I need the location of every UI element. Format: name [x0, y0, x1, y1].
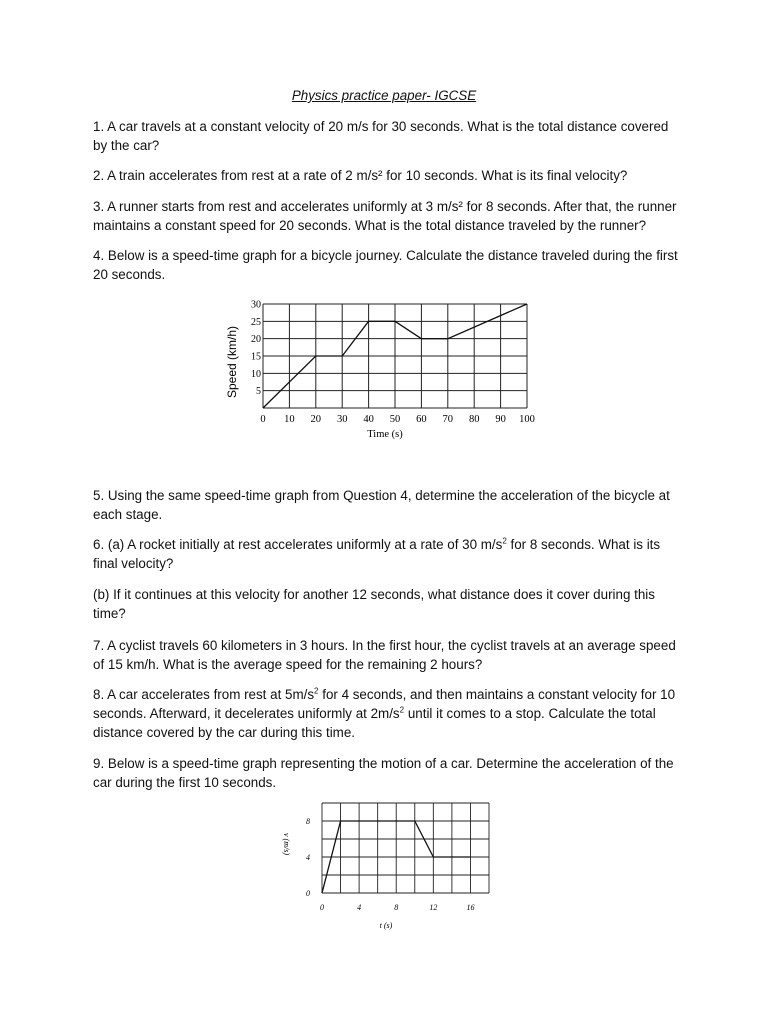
- question-6a: [93, 535, 678, 573]
- y-tick-label: 4: [306, 853, 310, 862]
- question-9: 9. Below is a speed-time graph representing the motion of a car. Determine the acceleration of the car during the first 10 seconds.: [93, 756, 674, 791]
- x-axis-label: t (s): [379, 921, 393, 930]
- x-tick-label: 8: [394, 903, 399, 912]
- x-tick-label: 30: [336, 414, 348, 425]
- x-tick-label: 16: [466, 903, 475, 912]
- x-axis-label: Time (s): [367, 429, 403, 440]
- y-tick-label: 30: [251, 300, 261, 311]
- question-8-text-c: until it comes to a stop. Calculate the total distance covered by the car during this time.: [93, 706, 656, 741]
- x-tick-label: 100: [519, 414, 535, 425]
- question-2: 2. A train accelerates from rest at a rate of 2 m/s² for 10 seconds. What is its final velocity?: [93, 168, 628, 183]
- question-4: 4. Below is a speed-time graph for a bicycle journey. Calculate the distance traveled during the first 20 seconds.: [93, 248, 678, 283]
- y-tick-label: 8: [306, 817, 310, 826]
- superscript-2: 2: [314, 686, 319, 696]
- question-8-text-b: for 4 seconds, and then maintains a constant velocity for 10 seconds. Afterward, it decelerates uniformly at 2m/s: [93, 687, 676, 722]
- x-tick-label: 60: [416, 414, 427, 425]
- y-tick-label: 10: [251, 368, 261, 380]
- question-3: 3. A runner starts from rest and accelerates uniformly at 3 m/s² for 8 seconds. After that, the runner maintains a constant speed for 20 seconds. What is the total distance traveled by the runner?: [93, 199, 677, 234]
- bicycle-speed-time-graph: [220, 300, 550, 450]
- question-6b: (b) If it continues at this velocity for another 12 seconds, what distance does it cover during this time?: [93, 587, 655, 622]
- question-7: 7. A cyclist travels 60 kilometers in 3 hours. In the first hour, the cyclist travels at an average speed of 15 km/h. What is the average speed for the remaining 2 hours?: [93, 638, 676, 673]
- superscript-2: 2: [399, 705, 405, 715]
- x-tick-label: 0: [260, 414, 266, 425]
- question-6a-text: 6. (a) A rocket initially at rest accelerates uniformly at a rate of 30 m/s: [93, 537, 503, 552]
- x-tick-label: 90: [495, 414, 506, 425]
- x-tick-label: 70: [442, 414, 454, 425]
- question-1: 1. A car travels at a constant velocity of 20 m/s for 30 seconds. What is the total distance covered by the car?: [93, 119, 669, 154]
- y-tick-label: 15: [251, 351, 261, 363]
- x-tick-label: 0: [320, 903, 324, 912]
- x-tick-label: 4: [357, 903, 362, 912]
- car-speed-time-graph: [270, 800, 500, 935]
- x-tick-label: 50: [389, 414, 401, 425]
- y-tick-label: 25: [251, 316, 261, 328]
- y-tick-label: 5: [256, 386, 261, 398]
- y-tick-label: 20: [251, 334, 261, 346]
- page-title: Physics practice paper- IGCSE: [291, 88, 477, 103]
- x-tick-label: 40: [363, 414, 374, 425]
- x-tick-label: 80: [468, 414, 480, 425]
- x-tick-label: 12: [429, 903, 438, 912]
- x-tick-label: 10: [284, 414, 295, 425]
- superscript-2: 2: [502, 536, 507, 546]
- x-tick-label: 20: [310, 414, 322, 425]
- question-5: 5. Using the same speed-time graph from Question 4, determine the acceleration of the bicycle at each stage.: [93, 488, 670, 523]
- question-8: [93, 685, 678, 743]
- question-8-text-a: 8. A car accelerates from rest at 5m/s: [93, 687, 315, 702]
- question-6a-text-end: for 8 seconds. What is its final velocity?: [93, 537, 661, 572]
- y-tick-label: 0: [306, 889, 310, 898]
- y-axis-label: Speed (km/h): [225, 325, 239, 399]
- y-axis-label: v (m/s): [282, 833, 291, 855]
